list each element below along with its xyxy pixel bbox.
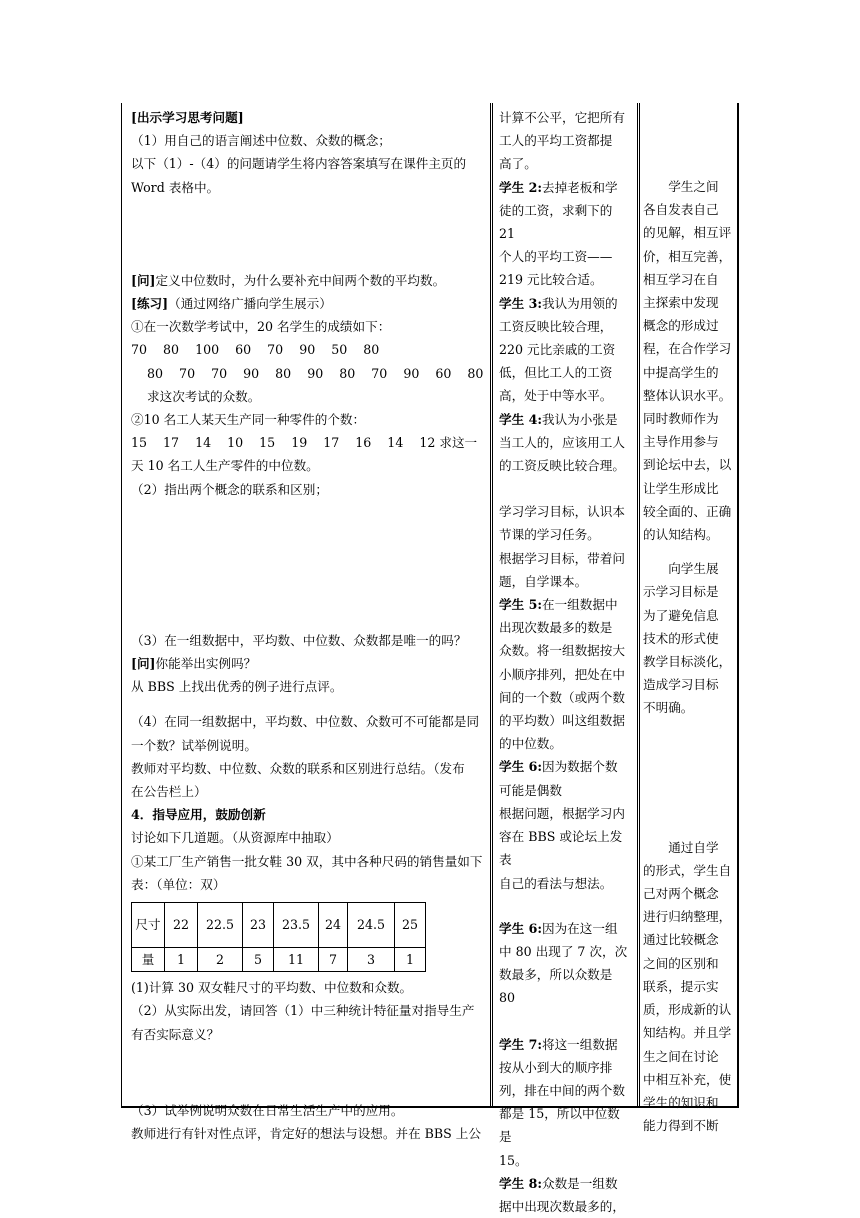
qty-cell: 1 <box>165 948 198 972</box>
qty-cell: 11 <box>274 948 319 972</box>
sub-question-2-line-2: 有否实际意义？ <box>131 1026 220 1042</box>
intent-line: 质，形成新的认 <box>643 1002 732 1018</box>
exercise-1-scores-row-2: 80 70 70 90 80 90 80 70 90 60 80 <box>131 365 484 381</box>
question-3: （3）在一组数据中，平均数、中位数、众数都是唯一的吗？ <box>131 632 467 648</box>
qty-cell: 7 <box>319 948 348 972</box>
size-cell: 23 <box>243 903 274 948</box>
section-4-title: 4．指导应用，鼓励创新 <box>131 807 266 823</box>
qty-cell: 1 <box>395 948 426 972</box>
instruction-line-1: 以下（1）-（4）的问题请学生将内容答案填写在课件主页的 <box>131 156 467 172</box>
question-4-line-1: （4）在同一组数据中，平均数、中位数、众数可不可能都是同 <box>131 714 480 730</box>
student-8-line: 学生 8:众数是一组数 <box>499 1175 618 1191</box>
question-1: （1）用自己的语言阐述中位数、众数的概念； <box>131 133 391 149</box>
text-line: 高了。 <box>499 156 537 172</box>
text-line: 219 元比较合适。 <box>499 272 603 288</box>
text-line: 计算不公平，它把所有 <box>499 110 625 125</box>
sub-question-3: （3）试举例说明众数在日常生活生产中的应用。 <box>131 1102 404 1118</box>
intent-line: 相互学习在自 <box>643 271 719 287</box>
student-tag: 学生 2: <box>499 179 542 195</box>
intent-line: 通过比较概念 <box>643 932 719 948</box>
text-line: 众数。将一组数据按大 <box>499 643 625 659</box>
intent-line: 的见解，相互评 <box>643 225 732 241</box>
text-line: 高，处于中等水平。 <box>499 388 613 404</box>
intent-line: 的认知结构。 <box>643 527 719 543</box>
intent-line: 知结构。并且学 <box>643 1025 732 1041</box>
qty-cell: 2 <box>198 948 243 972</box>
intent-line: 向学生展 <box>668 561 719 577</box>
size-cell: 22.5 <box>198 903 243 948</box>
intent-line: 技术的形式使 <box>643 630 719 646</box>
text-line: 根据学习目标，带着问 <box>499 550 625 566</box>
qty-header-cell: 量 <box>132 948 165 972</box>
exercise-2-counts: 15 17 14 10 15 19 17 16 14 12 求这一 <box>131 435 478 451</box>
intent-line: 进行归纳整理， <box>643 909 732 925</box>
intent-line: 到论坛中去，以 <box>643 457 732 473</box>
intent-line: 程，在合作学习 <box>643 341 732 357</box>
text-line: 工人的平均工资都提 <box>499 133 613 149</box>
text-line: 工资反映比较合理， <box>499 318 613 334</box>
intent-line: 学生的知识和 <box>643 1094 719 1110</box>
qty-cell: 5 <box>243 948 274 972</box>
summary-line-1: 教师对平均数、中位数、众数的联系和区别进行总结。（发布 <box>131 760 465 776</box>
text-line: 15。 <box>499 1152 528 1168</box>
intent-line: 能力得到不断 <box>643 1118 719 1134</box>
intent-line: 的形式，学生自 <box>643 862 732 878</box>
intent-line: 学生之间 <box>668 179 719 194</box>
student-3-line: 学生 3:我认为用领的 <box>499 295 618 311</box>
text-line: 徒的工资，求剩下的 21 <box>499 202 613 242</box>
size-cell: 23.5 <box>274 903 319 948</box>
intent-line: 价，相互完善， <box>643 248 732 264</box>
intent-line: 主探索中发现 <box>643 295 719 311</box>
sub-question-2-line-1: （2）从实际出发，请回答（1）中三种统计特征量对指导生产 <box>131 1003 475 1019</box>
student-tag: 学生 5: <box>499 597 542 613</box>
exercise-1-question: 求这次考试的众数。 <box>131 388 261 404</box>
ask-line-2: [问]你能举出实例吗？ <box>131 656 257 672</box>
size-cell: 24.5 <box>348 903 395 948</box>
student-tag: 学生 6: <box>499 920 542 936</box>
text-line: 数最多，所以众数是 80 <box>499 967 613 1006</box>
student-tag: 学生 8: <box>499 1175 542 1191</box>
intent-line: 同时教师作为 <box>643 411 719 427</box>
intent-line: 较全面的、正确 <box>643 503 732 519</box>
text-line: 个人的平均工资—— <box>499 249 613 265</box>
text-line: 据中出现次数最多的， <box>499 1198 625 1214</box>
shoe-problem-line-1: ①某工厂生产销售一批女鞋 30 双，其中各种尺码的销售量如下 <box>131 853 483 869</box>
shoe-problem-line-2: 表：（单位：双） <box>131 876 226 892</box>
intent-line: 联系，提示实 <box>643 978 719 994</box>
intent-line: 各自发表自己 <box>643 202 719 218</box>
text-line: 的平均数）叫这组数据 <box>499 713 625 729</box>
intent-paragraph-2 <box>643 557 735 719</box>
text-line: 学习学习目标，认识本 <box>499 504 625 520</box>
exercise-2: ②10 名工人某天生产同一种零件的个数： <box>131 412 366 428</box>
intent-line: 让学生形成比 <box>643 480 719 496</box>
intent-line: 通过自学 <box>668 839 719 855</box>
practice-line: [练习]（通过网络广播向学生展示） <box>131 296 332 312</box>
design-intent-column <box>643 106 735 1137</box>
column-divider-1 <box>490 103 493 1106</box>
ask-tag-2: [问] <box>131 656 156 672</box>
exercise-2-question: 天 10 名工人生产零件的中位数。 <box>131 458 319 474</box>
intent-line: 中相互补充，使 <box>643 1071 732 1087</box>
intent-line: 教学目标淡化， <box>643 654 732 670</box>
qty-cell: 3 <box>348 948 395 972</box>
column-divider-2 <box>637 103 640 1106</box>
intent-line: 之间的区别和 <box>643 955 719 971</box>
shoe-size-table <box>131 902 426 972</box>
table-border-right <box>737 103 739 1108</box>
text-line: 当工人的，应该用工人 <box>499 434 625 450</box>
intent-paragraph-1 <box>643 175 735 546</box>
text-line: 的中位数。 <box>499 736 562 752</box>
student-tag: 学生 7: <box>499 1036 542 1052</box>
intent-line: 主导作用参与 <box>643 434 719 450</box>
exercise-1: ①在一次数学考试中，20 名学生的成绩如下： <box>131 319 391 335</box>
intent-line: 不明确。 <box>643 700 694 716</box>
intent-line: 造成学习目标 <box>643 677 719 693</box>
text-line: 的工资反映比较合理。 <box>499 458 625 474</box>
text-line: 可能是偶数 <box>499 782 562 798</box>
teaching-content-column <box>131 106 485 1145</box>
instruction-line-2: Word 表格中。 <box>131 179 220 195</box>
student-4-line: 学生 4:我认为小张是 <box>499 411 618 427</box>
size-cell: 25 <box>395 903 426 948</box>
ask-line-1: [问]定义中位数时，为什么要补充中间两个数的平均数。 <box>131 272 446 288</box>
text-line: 低，但比工人的工资 <box>499 365 613 381</box>
text-line: 列，排在中间的两个数 <box>499 1082 625 1098</box>
intent-line: 己对两个概念 <box>643 886 719 902</box>
ask-tag: [问] <box>131 272 156 288</box>
text-line: 都是 15，所以中位数是 <box>499 1106 620 1145</box>
bbs-review: 从 BBS 上找出优秀的例子进行点评。 <box>131 679 343 695</box>
intent-line: 概念的形成过 <box>643 318 719 334</box>
intent-line: 整体认识水平。 <box>643 387 732 403</box>
student-2-line: 学生 2:去掉老板和学 <box>499 179 618 195</box>
question-4-line-2: 一个数？试举例说明。 <box>131 737 257 753</box>
text-line: 中 80 出现了 7 次，次 <box>499 943 628 959</box>
size-cell: 22 <box>165 903 198 948</box>
summary-line-2: 在公告栏上） <box>131 784 207 800</box>
teacher-comment: 教师进行有针对性点评，肯定好的想法与设想。并在 BBS 上公 <box>131 1126 481 1142</box>
intent-line: 生之间在讨论 <box>643 1048 719 1064</box>
text-line: 220 元比亲戚的工资 <box>499 342 616 358</box>
size-header-cell: 尺寸 <box>132 903 165 948</box>
student-activity-column <box>499 106 631 1218</box>
student-6-line: 学生 6:因为数据个数 <box>499 759 618 775</box>
size-cell: 24 <box>319 903 348 948</box>
heading: [出示学习思考问题] <box>131 110 244 125</box>
text-line: 按从小到大的顺序排 <box>499 1059 613 1075</box>
student-6b-line: 学生 6:因为在这一组 <box>499 920 618 936</box>
student-tag: 学生 4: <box>499 411 542 427</box>
text-line: 出现次数最多的数是 <box>499 620 613 636</box>
text-line: 节课的学习任务。 <box>499 527 600 543</box>
text-line: 根据问题，根据学习内 <box>499 805 625 821</box>
table-border-left <box>121 103 122 1106</box>
text-line: 题，自学课本。 <box>499 573 588 589</box>
discussion-intro: 讨论如下几道题。（从资源库中抽取） <box>131 830 339 846</box>
text-line: 容在 BBS 或论坛上发表 <box>499 829 623 868</box>
text-line: 小顺序排列，把处在中 <box>499 666 625 682</box>
sub-question-1: (1)计算 30 双女鞋尺寸的平均数、中位数和众数。 <box>131 980 413 996</box>
student-5-line: 学生 5:在一组数据中 <box>499 597 618 613</box>
intent-line: 示学习目标是 <box>643 584 719 600</box>
intent-paragraph-3 <box>643 836 735 1138</box>
student-7-line: 学生 7:将这一组数据 <box>499 1036 618 1052</box>
text-line: 自己的看法与想法。 <box>499 875 613 891</box>
practice-tag: [练习] <box>131 296 169 312</box>
question-2: （2）指出两个概念的联系和区别； <box>131 481 328 497</box>
text-line: 间的一个数（或两个数 <box>499 689 625 705</box>
intent-line: 为了避免信息 <box>643 607 719 623</box>
student-tag: 学生 3: <box>499 295 542 311</box>
intent-line: 中提高学生的 <box>643 364 719 380</box>
exercise-1-scores-row-1: 70 80 100 60 70 90 50 80 <box>131 342 380 358</box>
student-tag: 学生 6: <box>499 759 542 775</box>
